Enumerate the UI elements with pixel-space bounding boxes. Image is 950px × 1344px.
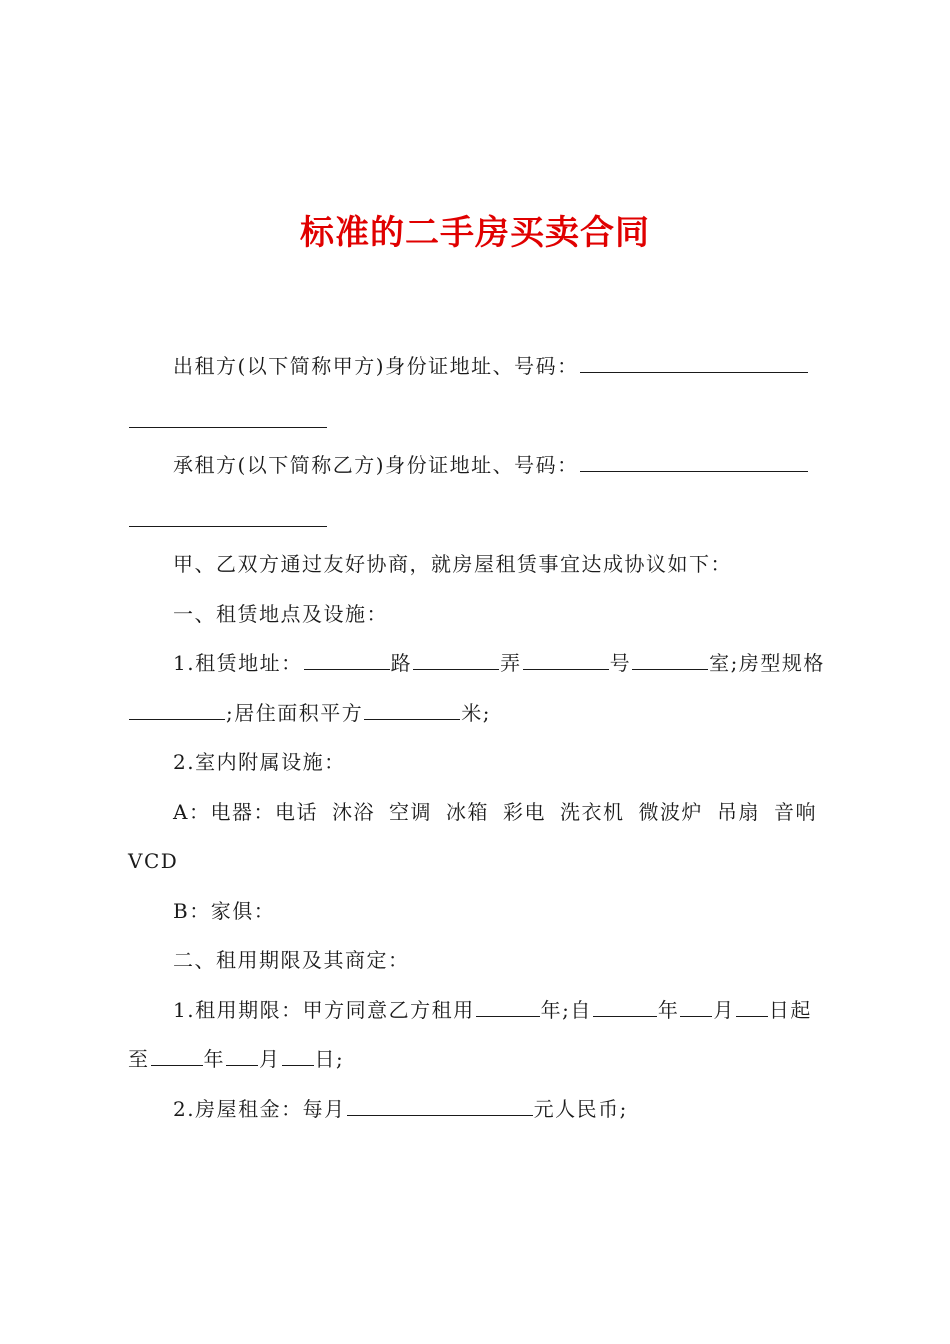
end-month-blank[interactable]	[226, 1045, 258, 1066]
term-years-blank[interactable]	[476, 996, 540, 1017]
appliance-item: 彩电	[502, 799, 546, 824]
to-text: 至	[128, 1047, 150, 1071]
start-year-text: 年	[657, 997, 680, 1022]
appliance-item: 沐浴	[331, 799, 375, 824]
address-paragraph	[128, 639, 832, 738]
section-2-heading: 二、租用期限及其商定：	[173, 948, 410, 972]
lessor-line	[128, 342, 832, 392]
lessor-label: 出租方(以下简称甲方)身份证地址、号码：	[173, 354, 579, 378]
end-month-text: 月	[259, 1047, 281, 1071]
rent-label: 2.房屋租金：每月	[173, 1096, 346, 1121]
room-blank[interactable]	[632, 649, 708, 670]
lessor-blank-2[interactable]	[129, 407, 327, 428]
area-unit: 米;	[461, 700, 491, 725]
end-day-text: 日;	[314, 1047, 345, 1071]
number-blank[interactable]	[523, 649, 609, 670]
start-month-blank[interactable]	[680, 996, 712, 1017]
appliances-label: A：电器：	[173, 799, 275, 824]
start-day-blank[interactable]	[736, 996, 768, 1017]
lane-blank[interactable]	[413, 649, 499, 670]
document-title: 标准的二手房买卖合同	[300, 213, 650, 253]
agreement-paragraph: 甲、乙双方通过友好协商，就房屋租赁事宜达成协议如下：	[173, 552, 732, 576]
appliance-item-vcd: VCD	[128, 849, 179, 873]
lessee-line	[128, 441, 832, 491]
section-1-heading: 一、租赁地点及设施：	[173, 601, 388, 626]
rent-unit: 元人民币;	[533, 1096, 628, 1121]
term-paragraph	[128, 986, 832, 1085]
address-label: 1.租赁地址：	[173, 651, 303, 675]
area-blank[interactable]	[364, 699, 460, 720]
year-from-text: 年;自	[540, 997, 592, 1022]
room-text: 室;房型规格	[709, 651, 825, 675]
lessee-blank[interactable]	[580, 451, 808, 472]
layout-blank[interactable]	[129, 699, 225, 720]
facilities-heading: 2.室内附属设施：	[173, 750, 346, 774]
road-text: 路	[390, 651, 413, 675]
start-year-blank[interactable]	[593, 996, 657, 1017]
appliance-item: 空调	[388, 799, 432, 824]
end-year-blank[interactable]	[151, 1045, 203, 1066]
appliances-paragraph	[128, 788, 832, 887]
term-label: 1.租用期限：甲方同意乙方租用	[173, 997, 475, 1022]
appliance-item: 洗衣机	[559, 799, 625, 824]
appliance-item: 音响	[773, 799, 817, 824]
end-day-blank[interactable]	[282, 1045, 314, 1066]
document-body	[128, 342, 832, 1134]
rent-amount-blank[interactable]	[347, 1095, 533, 1116]
lessor-blank[interactable]	[580, 352, 808, 373]
furniture-line: B：家俱：	[173, 898, 276, 923]
lane-text: 弄	[500, 651, 522, 675]
number-text: 号	[609, 651, 632, 675]
lessee-blank-continued	[128, 491, 832, 541]
rent-paragraph	[128, 1085, 832, 1135]
appliance-item: 电话	[274, 799, 318, 824]
appliance-item: 微波炉	[638, 799, 703, 824]
area-label: ;居住面积平方	[226, 700, 364, 725]
road-blank[interactable]	[304, 649, 390, 670]
lessee-label: 承租方(以下简称乙方)身份证地址、号码：	[173, 453, 579, 477]
lessor-blank-continued	[128, 392, 832, 442]
start-month-text: 月	[713, 997, 735, 1022]
start-day-text: 日起	[768, 997, 812, 1022]
lessee-blank-2[interactable]	[129, 506, 327, 527]
end-year-text: 年	[203, 1047, 225, 1071]
appliance-item: 吊扇	[716, 799, 760, 824]
appliance-item: 冰箱	[445, 799, 489, 824]
